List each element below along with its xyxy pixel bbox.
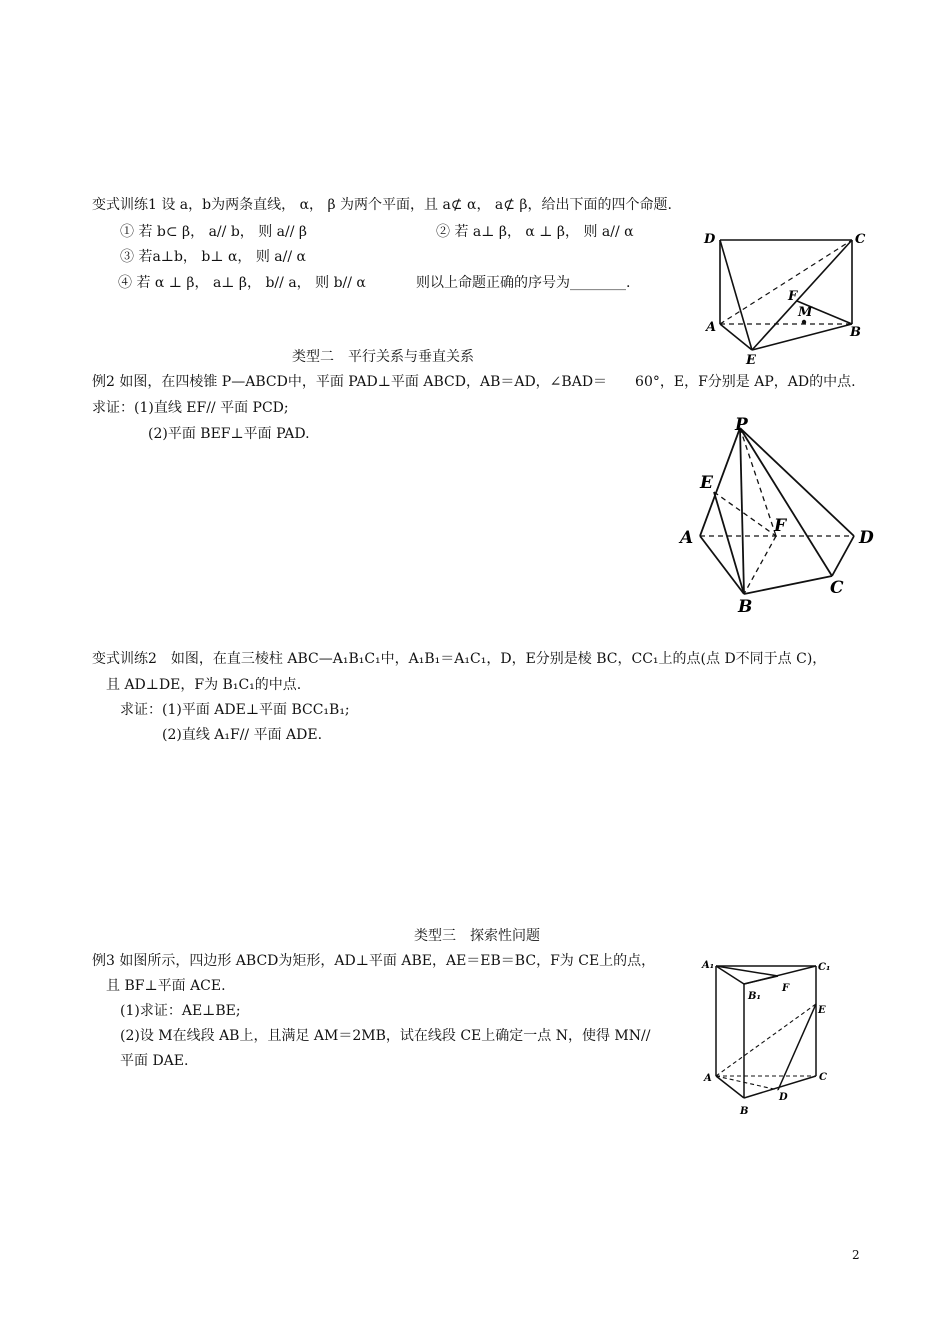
label-a: A [680, 528, 694, 548]
label-a: A [706, 320, 717, 335]
example2-text: 例2 如图，在四棱锥 P—ABCD中，平面 PAD⊥平面 ABCD，AB＝AD，∠BAD＝ 60°，E，F分别是 AP，AD的中点. [92, 374, 856, 390]
label-d: D [859, 528, 874, 548]
example3-proof1: (1)求证：AE⊥BE; [120, 1003, 241, 1019]
variant2-line2: 且 AD⊥DE，F为 B₁C₁的中点. [106, 677, 302, 693]
label-e: E [746, 353, 756, 368]
label-c1: C₁ [818, 962, 831, 973]
label-e: E [818, 1005, 826, 1016]
label-c: C [830, 578, 844, 598]
label-f: F [788, 289, 798, 304]
type3-heading: 类型三 探索性问题 [414, 928, 540, 944]
label-c: C [819, 1072, 827, 1083]
variant1-question: 则以上命题正确的序号为________. [416, 275, 631, 291]
example3-line2: 且 BF⊥平面 ACE. [106, 978, 226, 994]
label-b: B [740, 1106, 749, 1117]
example2-proof1: 求证：(1)直线 EF// 平面 PCD; [92, 400, 289, 416]
label-d: D [704, 232, 716, 247]
page-number: 2 [852, 1248, 860, 1262]
figure-prism-1 [700, 228, 870, 368]
variant2-proof1: 求证：(1)平面 ADE⊥平面 BCC₁B₁; [120, 702, 350, 718]
label-b1: B₁ [748, 991, 761, 1002]
figure-prism-2 [700, 954, 840, 1126]
variant1-prop4: ④ 若 α ⊥ β， a⊥ β， b// a， 则 b// α [118, 275, 366, 291]
variant1-prop3: ③ 若a⊥b， b⊥ α， 则 a// α [120, 249, 306, 265]
figure-pyramid [676, 414, 886, 616]
example2-proof2: (2)平面 BEF⊥平面 PAD. [148, 426, 310, 442]
example3-text: 例3 如图所示，四边形 ABCD为矩形，AD⊥平面 ABE，AE＝EB＝BC，F为 CE上的点， [92, 953, 656, 969]
label-f: F [774, 516, 787, 536]
variant1-prop1: ① 若 b⊂ β， a// b， 则 a// β [120, 224, 308, 240]
point-m [802, 320, 806, 324]
example3-proof2-cont: 平面 DAE. [120, 1053, 189, 1069]
label-b: B [738, 597, 753, 617]
variant1-prop2: ② 若 a⊥ β， α ⊥ β， 则 a// α [436, 224, 634, 240]
variant1-title: 变式训练1 设 a，b为两条直线， α， β 为两个平面，且 a⊄ α， a⊄ β，给出下面的四个命题. [92, 197, 672, 213]
label-c: C [855, 232, 866, 247]
label-f: F [782, 983, 790, 994]
label-d: D [779, 1092, 788, 1103]
variant2-proof2: (2)直线 A₁F// 平面 ADE. [162, 727, 323, 743]
label-a1: A₁ [702, 960, 715, 971]
label-b: B [850, 325, 861, 340]
type2-heading: 类型二 平行关系与垂直关系 [292, 349, 474, 365]
example3-proof2: (2)设 M在线段 AB上，且满足 AM＝2MB，试在线段 CE上确定一点 N，使得 MN// [120, 1028, 651, 1044]
label-m: M [798, 305, 813, 320]
label-a: A [704, 1073, 712, 1084]
label-p: P [735, 415, 748, 435]
variant2-title: 变式训练2 如图，在直三棱柱 ABC—A₁B₁C₁中，A₁B₁＝A₁C₁，D，E分别是棱 BC，CC₁上的点(点 D不同于点 C)， [92, 651, 827, 667]
label-e: E [700, 473, 713, 493]
